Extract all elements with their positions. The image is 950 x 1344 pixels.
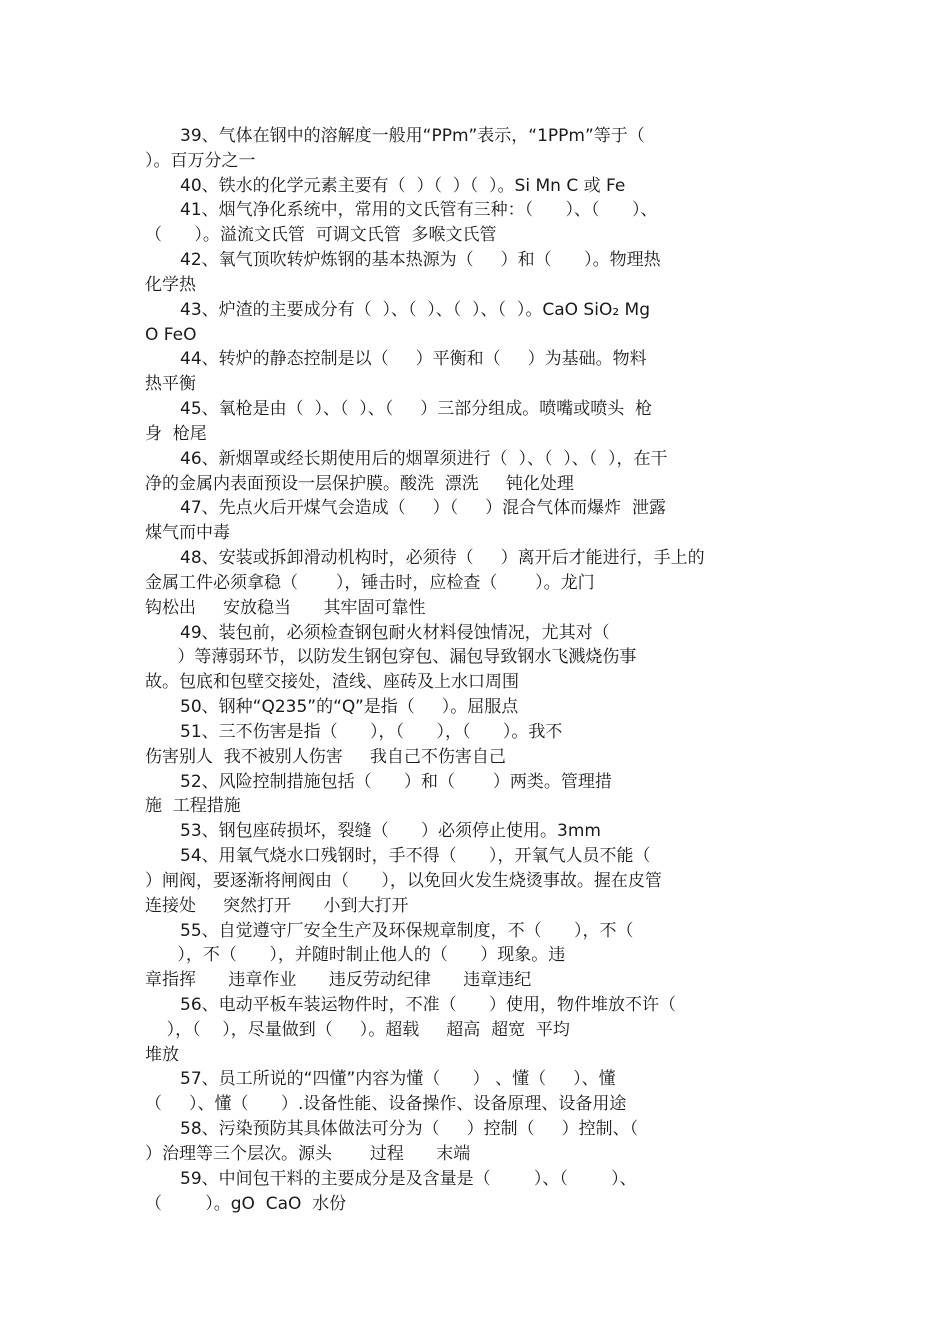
q44-line-1: 44、转炉的静态控制是以（ ）平衡和（ ）为基础。物料 xyxy=(180,349,647,370)
q47-line-2: 煤气而中毒 xyxy=(145,523,230,544)
q57-line-1: 57、员工所说的“四懂”内容为懂（ ） 、懂（ ）、懂 xyxy=(180,1069,616,1090)
q54-line-1: 54、用氧气烧水口残钢时，手不得（ ），开氧气人员不能（ xyxy=(180,846,651,867)
q54-line-3: 连接处 突然打开 小到大打开 xyxy=(145,895,409,916)
q48-line-3: 钩松出 安放稳当 其牢固可靠性 xyxy=(145,597,426,618)
q45-line-2: 身 枪尾 xyxy=(145,423,207,444)
q52-line-1: 52、风险控制措施包括（ ）和（ ）两类。管理措 xyxy=(180,771,612,792)
q54-line-2: ）闸阀，要逐渐将闸阀由（ ），以免回火发生烧烫事故。握在皮管 xyxy=(145,870,662,891)
q45-line-1: 45、氧枪是由（ ）、（ ）、（ ）三部分组成。喷嘴或喷头 枪 xyxy=(180,399,653,420)
q47-line-1: 47、先点火后开煤气会造成（ ）（ ）混合气体而爆炸 泄露 xyxy=(180,498,666,519)
q58-line-2: ）治理等三个层次。源头 过程 末端 xyxy=(145,1143,471,1164)
q49-line-1: 49、装包前，必须检查钢包耐火材料侵蚀情况，尤其对（ xyxy=(180,622,610,643)
q55-line-3: 章指挥 违章作业 违反劳动纪律 违章违纪 xyxy=(145,970,532,991)
q43-line-2: O FeO xyxy=(145,324,197,345)
q49-line-3: 故。包底和包壁交接处，渣线、座砖及上水口周围 xyxy=(145,672,519,693)
document-page xyxy=(145,124,800,1216)
q43-line-1: 43、炉渣的主要成分有（ ）、（ ）、（ ）、（ ）。CaO SiO₂ Mg xyxy=(180,299,651,320)
q59-line-2: （ ）。gO CaO 水份 xyxy=(145,1193,347,1214)
q48-line-1: 48、安装或拆卸滑动机构时，必须待（ ）离开后才能进行，手上的 xyxy=(180,548,705,569)
q39-line-1: 39、气体在钢中的溶解度一般用“PPm”表示，“1PPm”等于（ xyxy=(180,126,645,146)
q53-line-1: 53、钢包座砖损坏，裂缝（ ）必须停止使用。3mm xyxy=(180,821,601,842)
q46-line-2: 净的金属内表面预设一层保护膜。酸洗 漂洗 钝化处理 xyxy=(145,473,574,494)
q48-line-2: 金属工件必须拿稳（ ），锤击时，应检查（ ）。龙门 xyxy=(145,572,595,593)
q59-line-1: 59、中间包干料的主要成分是及含量是（ ）、（ ）、 xyxy=(180,1168,637,1189)
q41-line-2: （ ）。溢流文氏管 可调文氏管 多喉文氏管 xyxy=(145,225,497,246)
q51-line-2: 伤害别人 我不被别人伤害 我自己不伤害自己 xyxy=(145,746,506,767)
q55-line-2: ），不（ ），并随时制止他人的（ ）现象。违 xyxy=(145,945,566,966)
q52-line-2: 施 工程措施 xyxy=(145,796,241,817)
q39-line-2: ）。百万分之一 xyxy=(145,150,256,171)
q41-line-1: 41、烟气净化系统中，常用的文氏管有三种：（ ）、（ ）、 xyxy=(180,200,658,221)
q56-line-1: 56、电动平板车装运物件时，不准（ ）使用，物件堆放不许（ xyxy=(180,994,677,1015)
q57-line-2: （ ）、懂（ ）.设备性能、设备操作、设备原理、设备用途 xyxy=(145,1094,627,1115)
q50-line-1: 50、钢种“Q235”的“Q”是指（ ）。屈服点 xyxy=(180,697,519,718)
q56-line-3: 堆放 xyxy=(145,1044,179,1065)
q44-line-2: 热平衡 xyxy=(145,374,196,395)
q42-line-2: 化学热 xyxy=(145,274,196,295)
q49-line-2: ）等薄弱环节，以防发生钢包穿包、漏包导致钢水飞溅烧伤事 xyxy=(145,647,637,668)
q40-line-1: 40、铁水的化学元素主要有（ ）（ ）（ ）。Si Mn C 或 Fe xyxy=(180,175,626,196)
q56-line-2: ），（ ），尽量做到（ ）。超载 超高 超宽 平均 xyxy=(145,1019,570,1040)
q51-line-1: 51、三不伤害是指（ ），（ ），（ ）。我不 xyxy=(180,721,563,742)
q46-line-1: 46、新烟罩或经长期使用后的烟罩须进行（ ）、（ ）、（ ），在干 xyxy=(180,448,668,469)
q55-line-1: 55、自觉遵守厂安全生产及环保规章制度，不（ ），不（ xyxy=(180,920,634,941)
q42-line-1: 42、氧气顶吹转炉炼钢的基本热源为（ ）和（ ）。物理热 xyxy=(180,250,661,271)
q58-line-1: 58、污染预防其具体做法可分为（ ）控制（ ）控制、（ xyxy=(180,1119,639,1140)
